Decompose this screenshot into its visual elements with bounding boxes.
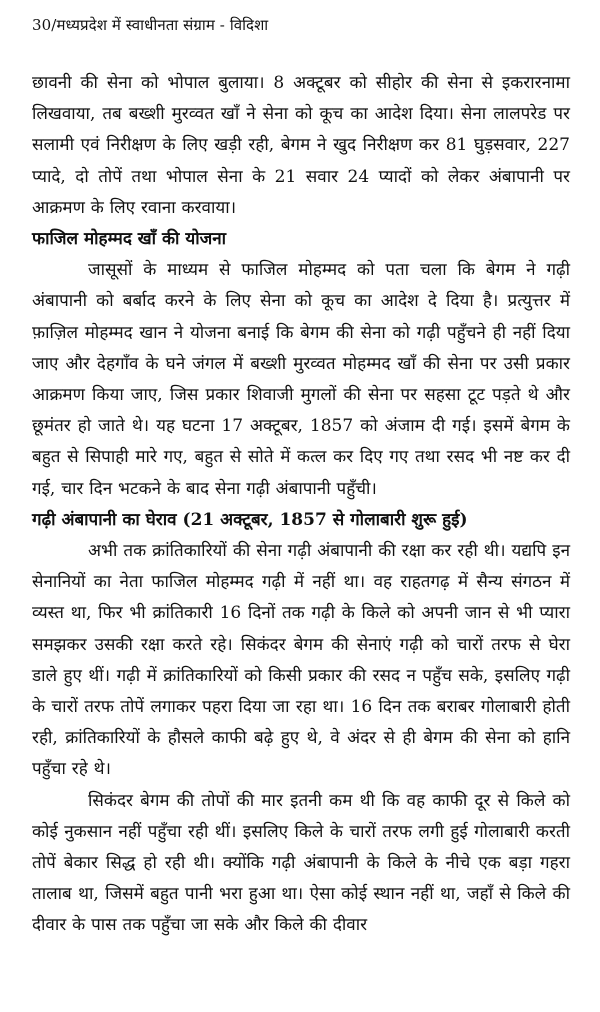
section-heading: गढ़ी अंबापानी का घेराव (21 अक्टूबर, 1857 से गोलाबारी शुरू हुई) — [32, 509, 468, 530]
paragraph: अभी तक क्रांतिकारियों की सेना गढ़ी अंबापानी की रक्षा कर रही थी। यद्यपि इन सेनानियों का नेता फाजिल मोहम्मद गढ़ी में नहीं था। वह राहतगढ़ में सैन्य संगठन में व्यस्त था, फिर भी क्रांतिकारी 16 दिनों तक गढ़ी के किले को अपनी जान से भी प्यारा समझकर उसकी रक्षा करते रहे। सिकंदर बेगम की सेनाएं गढ़ी को चारों तरफ से घेरा डाले हुए थीं। गढ़ी में क्रांतिकारियों को किसी प्रकार की रसद न पहुँच सके, इसलिए गढ़ी के चारों तरफ तोपें लगाकर पहरा दिया जा रहा था। 16 दिन तक बराबर गोलाबारी होती रही, क्रांतिकारियों के हौसले काफी बढ़े हुए थे, वे अंदर से ही बेगम की सेना को हानि पहुँचा रहे थे। — [32, 541, 570, 780]
paragraph: सिकंदर बेगम की तोपों की मार इतनी कम थी कि वह काफी दूर से किले को कोई नुकसान नहीं पहुँचा रही थीं। इसलिए किले के चारों तरफ लगी हुई गोलाबारी करती तोपें बेकार सिद्ध हो रही थी। क्योंकि गढ़ी अंबापानी के किले के नीचे एक बड़ा गहरा तालाब था, जिसमें बहुत पानी भरा हुआ था। ऐसा कोई स्थान नहीं था, जहाँ से किले की दीवार के पास तक पहुँचा जा सके और किले की दीवार — [32, 790, 570, 936]
section-heading: फाजिल मोहम्मद खाँ की योजना — [32, 229, 227, 250]
paragraph: जासूसों के माध्यम से फाजिल मोहम्मद को पता चला कि बेगम ने गढ़ी अंबापानी को बर्बाद करने के लिए सेना को कूच का आदेश दे दिया है। प्रत्युत्तर में फ़ाज़िल मोहम्मद खान ने योजना बनाई कि बेगम की सेना को गढ़ी पहुँचने ही नहीं दिया जाए और देहगाँव के घने जंगल में बख्शी मुरव्वत मोहम्मद खाँ की सेना पर उसी प्रकार आक्रमण किया जाए, जिस प्रकार शिवाजी मुगलों की सेना पर सहसा टूट पड़ते थे और छूमंतर हो जाते थे। यह घटना 17 अक्टूबर, 1857 को अंजाम दी गई। इसमें बेगम के बहुत से सिपाही मारे गए, बहुत से सोते में कत्ल कर दिए गए तथा रसद भी नष्ट कर दी गई, चार दिन भटकने के बाद सेना गढ़ी अंबापानी पहुँची। — [32, 260, 570, 499]
running-head: 30/मध्यप्रदेश में स्वाधीनता संग्राम - विदिशा — [32, 16, 269, 34]
page-body — [32, 68, 570, 942]
paragraph: छावनी की सेना को भोपाल बुलाया। 8 अक्टूबर को सीहोर की सेना से इकरारनामा लिखवाया, तब बख्शी मुरव्वत खाँ ने सेना को कूच का आदेश दिया। सेना लालपरेड पर सलामी एवं निरीक्षण के लिए खड़ी रही, बेगम ने खुद निरीक्षण कर 81 घुड़सवार, 227 प्यादे, दो तोपें तथा भोपाल सेना के 21 सवार 24 प्यादों को लेकर अंबापानी पर आक्रमण के लिए रवाना करवाया। — [32, 73, 570, 218]
